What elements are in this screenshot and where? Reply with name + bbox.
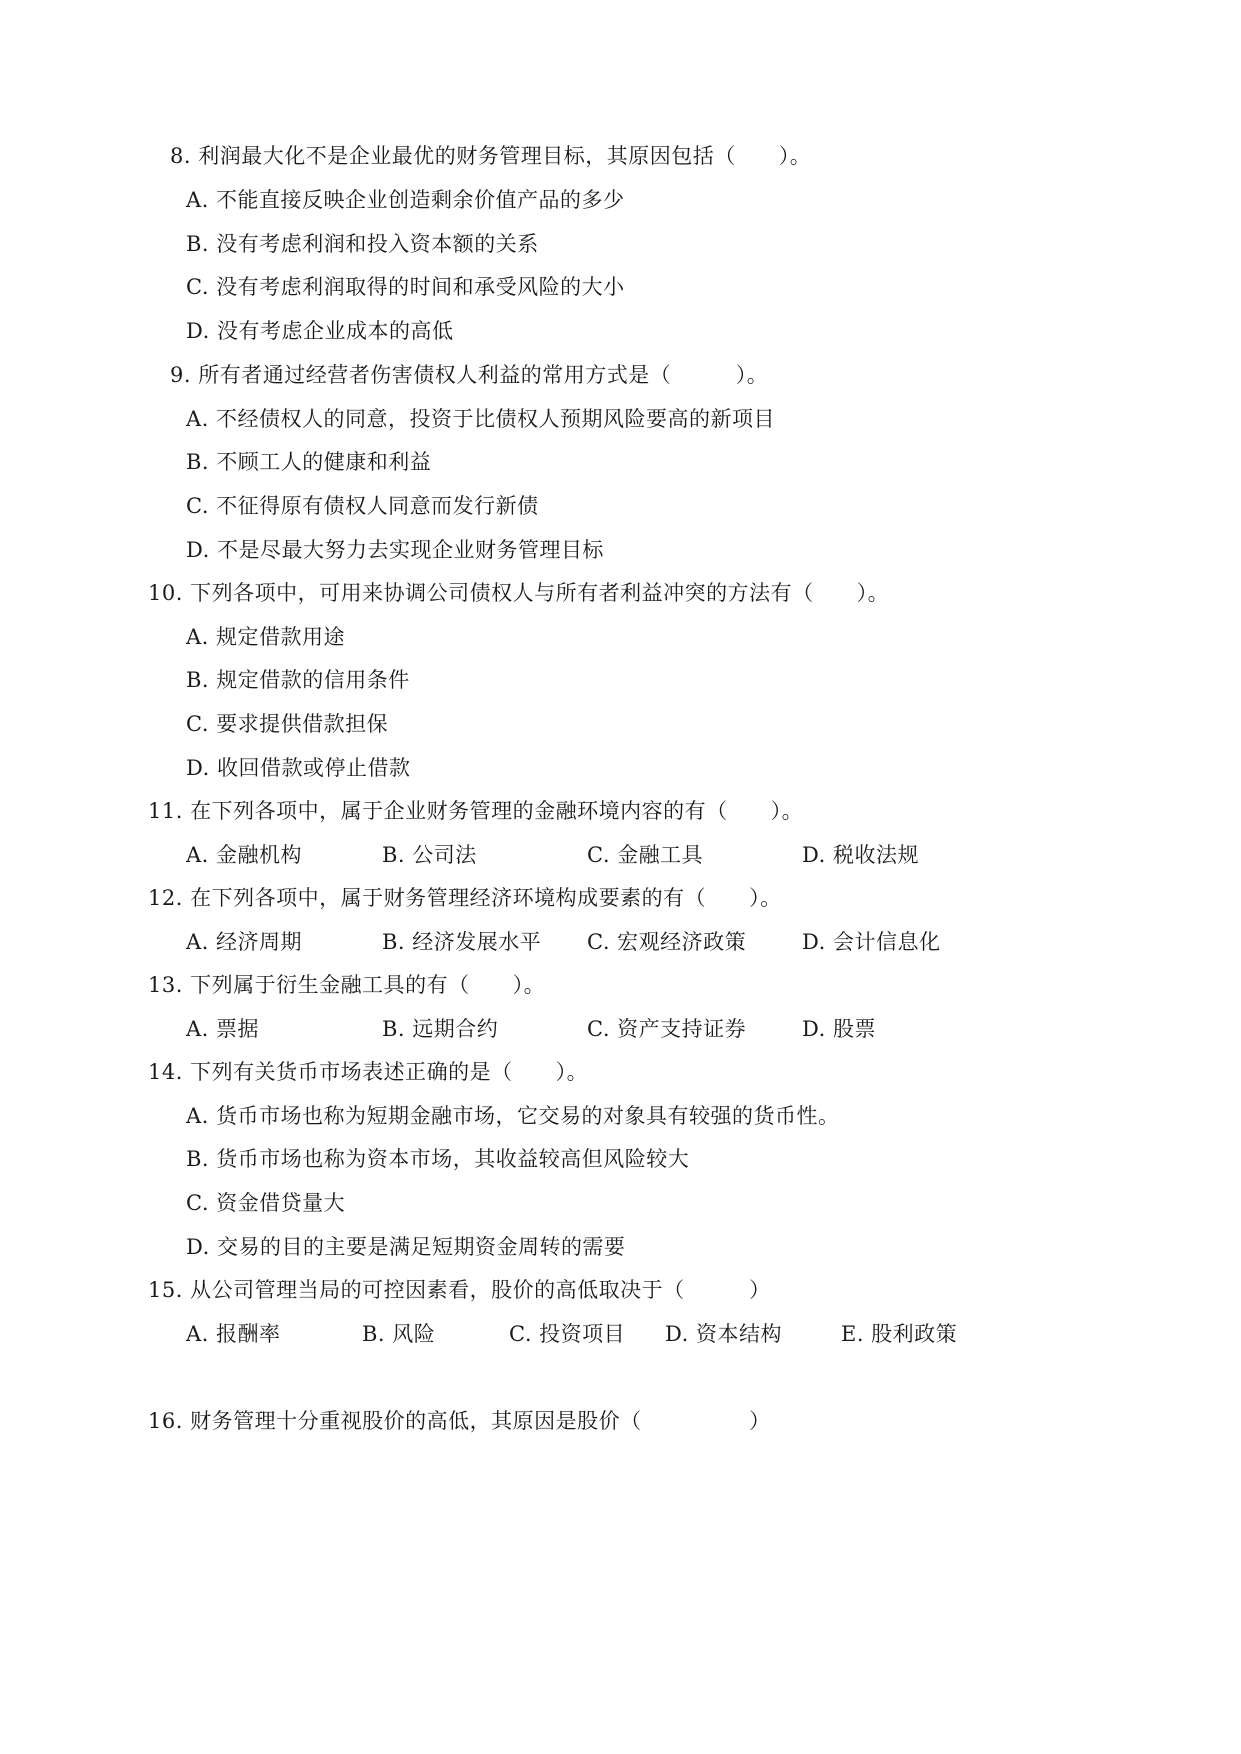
question-10-option-d: D. 收回借款或停止借款 bbox=[186, 756, 411, 780]
question-15-option-c: C. 投资项目 bbox=[509, 1322, 626, 1346]
question-12-option-a: A. 经济周期 bbox=[186, 930, 303, 954]
question-11-option-a: A. 金融机构 bbox=[186, 843, 303, 867]
question-11-option-c: C. 金融工具 bbox=[587, 843, 704, 867]
question-12-stem: 12. 在下列各项中，属于财务管理经济环境构成要素的有（ ）。 bbox=[148, 886, 782, 910]
question-11-option-d: D. 税收法规 bbox=[802, 843, 919, 867]
question-9-option-a: A. 不经债权人的同意，投资于比债权人预期风险要高的新项目 bbox=[186, 407, 776, 431]
question-12-option-d: D. 会计信息化 bbox=[802, 930, 941, 954]
question-9-option-b: B. 不顾工人的健康和利益 bbox=[186, 450, 432, 474]
question-9-stem: 9. 所有者通过经营者伤害债权人利益的常用方式是（ ）。 bbox=[170, 363, 769, 387]
question-8-option-c: C. 没有考虑利润取得的时间和承受风险的大小 bbox=[186, 275, 625, 299]
question-12-option-b: B. 经济发展水平 bbox=[382, 930, 542, 954]
question-10-option-a: A. 规定借款用途 bbox=[186, 625, 346, 649]
question-8-option-b: B. 没有考虑利润和投入资本额的关系 bbox=[186, 232, 539, 256]
question-10-stem: 10. 下列各项中，可用来协调公司债权人与所有者利益冲突的方法有（ ）。 bbox=[148, 581, 890, 605]
question-9-option-c: C. 不征得原有债权人同意而发行新债 bbox=[186, 494, 539, 518]
question-15-option-d: D. 资本结构 bbox=[665, 1322, 782, 1346]
question-14-option-c: C. 资金借贷量大 bbox=[186, 1191, 346, 1215]
question-8-option-a: A. 不能直接反映企业创造剩余价值产品的多少 bbox=[186, 188, 625, 212]
question-13-option-d: D. 股票 bbox=[802, 1017, 876, 1041]
question-15-option-b: B. 风险 bbox=[362, 1322, 436, 1346]
question-11-option-b: B. 公司法 bbox=[382, 843, 477, 867]
question-10-option-b: B. 规定借款的信用条件 bbox=[186, 668, 410, 692]
question-14-stem: 14. 下列有关货币市场表述正确的是（ ）。 bbox=[148, 1060, 589, 1084]
question-16-stem: 16. 财务管理十分重视股价的高低，其原因是股价（ ） bbox=[148, 1409, 771, 1433]
question-15-option-a: A. 报酬率 bbox=[186, 1322, 281, 1346]
question-13-option-a: A. 票据 bbox=[186, 1017, 260, 1041]
question-13-option-b: B. 远期合约 bbox=[382, 1017, 499, 1041]
question-13-stem: 13. 下列属于衍生金融工具的有（ ）。 bbox=[148, 973, 546, 997]
question-9-option-d: D. 不是尽最大努力去实现企业财务管理目标 bbox=[186, 538, 604, 562]
question-8-stem: 8. 利润最大化不是企业最优的财务管理目标，其原因包括（ ）。 bbox=[170, 144, 812, 168]
question-11-stem: 11. 在下列各项中，属于企业财务管理的金融环境内容的有（ ）。 bbox=[148, 799, 804, 823]
question-13-option-c: C. 资产支持证券 bbox=[587, 1017, 747, 1041]
question-14-option-a: A. 货币市场也称为短期金融市场，它交易的对象具有较强的货币性。 bbox=[186, 1104, 840, 1128]
question-14-option-b: B. 货币市场也称为资本市场，其收益较高但风险较大 bbox=[186, 1147, 690, 1171]
question-14-option-d: D. 交易的目的主要是满足短期资金周转的需要 bbox=[186, 1235, 626, 1259]
question-15-stem: 15. 从公司管理当局的可控因素看，股价的高低取决于（ ） bbox=[148, 1278, 771, 1302]
question-8-option-d: D. 没有考虑企业成本的高低 bbox=[186, 319, 454, 343]
question-15-option-e: E. 股利政策 bbox=[841, 1322, 958, 1346]
question-10-option-c: C. 要求提供借款担保 bbox=[186, 712, 389, 736]
question-12-option-c: C. 宏观经济政策 bbox=[587, 930, 747, 954]
